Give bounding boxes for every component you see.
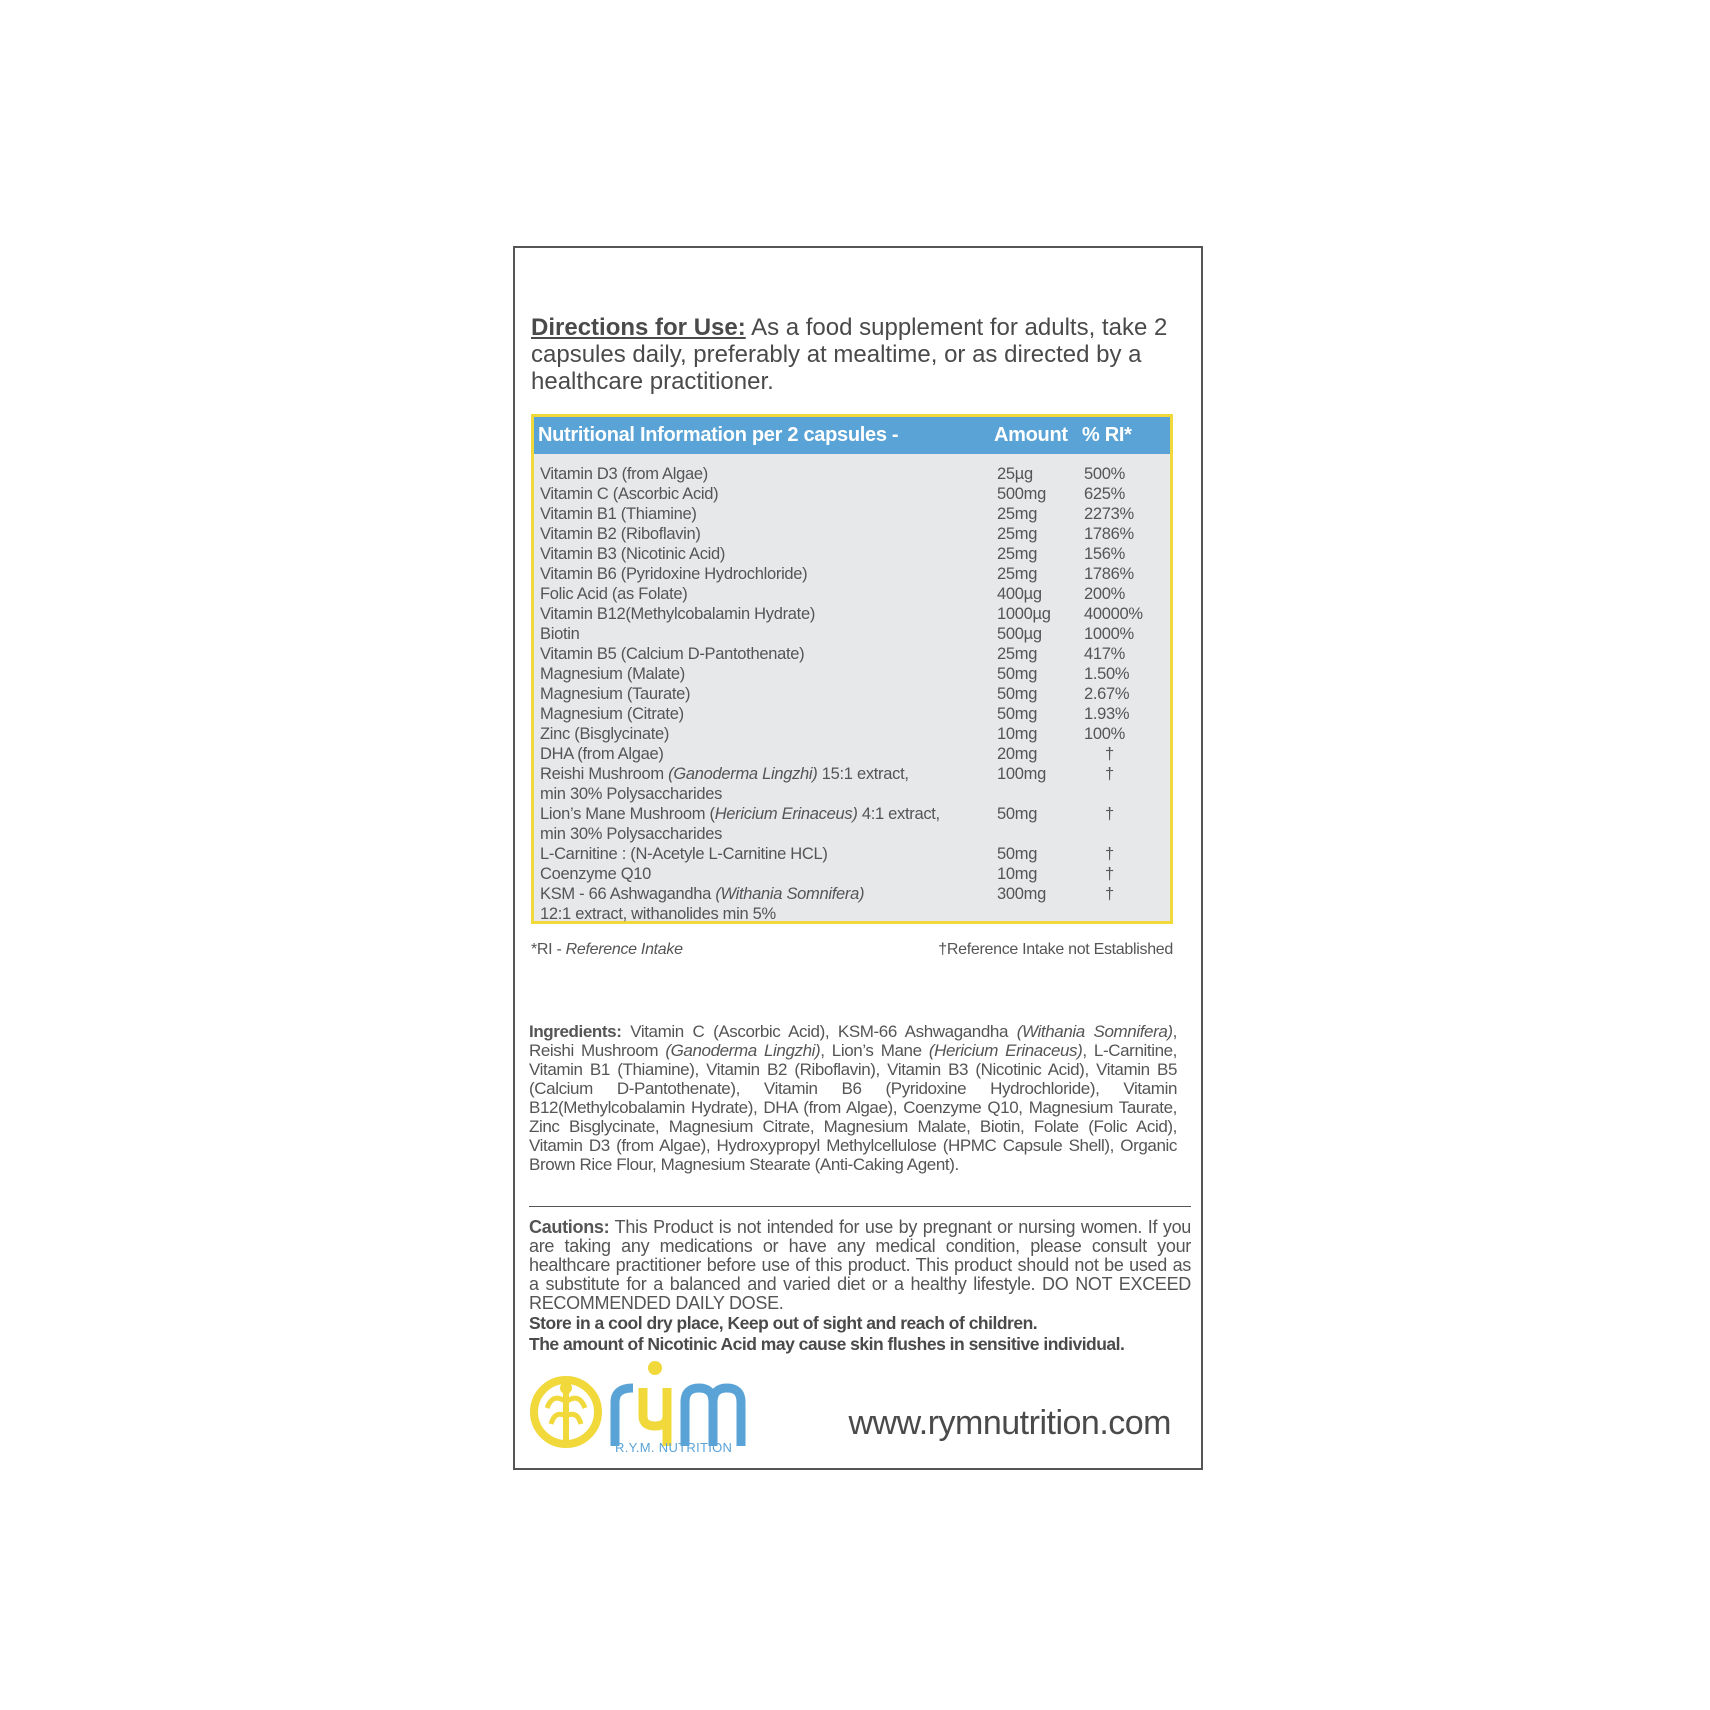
nutrient-name: Vitamin B3 (Nicotinic Acid) (540, 545, 726, 563)
nutrient-name: Vitamin B5 (Calcium D-Pantothenate) (540, 645, 805, 663)
nutrient-amount: 50mg (997, 685, 1038, 703)
nutrient-ri: † (1105, 885, 1114, 903)
directions-heading: Directions for Use: (531, 314, 746, 341)
table-row (540, 804, 1170, 844)
nutrient-amount: 10mg (997, 725, 1038, 743)
nutrient-ri: 200% (1084, 585, 1126, 603)
tree-emblem-icon (534, 1380, 598, 1444)
nutrient-ri: 2.67% (1084, 685, 1130, 703)
table-row (540, 524, 1170, 544)
nutrient-name: Vitamin B1 (Thiamine) (540, 505, 697, 523)
table-row (540, 844, 1170, 864)
nutritional-information-table (531, 414, 1173, 924)
nutrient-ri: † (1105, 845, 1114, 863)
reishi-extract: 15:1 extract, (817, 765, 909, 783)
directions-for-use (531, 314, 1187, 395)
nutrient-amount: 50mg (997, 705, 1038, 723)
rym-letters-icon (615, 1361, 741, 1446)
table-row (540, 764, 1170, 804)
ksm-name: KSM - 66 Ashwagandha (540, 885, 716, 903)
lions-mane-latin: Hericium Erinaceus) (714, 805, 858, 823)
nutrient-name: Magnesium (Taurate) (540, 685, 691, 703)
nutrient-ri: 1000% (1084, 625, 1134, 643)
brand-caption: R.Y.M. NUTRITION (615, 1440, 733, 1455)
table-row (540, 604, 1170, 624)
nutrient-amount: 50mg (997, 665, 1038, 683)
storage-instructions: Store in a cool dry place, Keep out of sight and reach of children. (529, 1313, 1038, 1333)
nutrient-amount: 25mg (997, 565, 1038, 583)
nutrient-amount: 500µg (997, 625, 1042, 643)
cautions-heading: Cautions: (529, 1217, 610, 1237)
table-row (540, 624, 1170, 644)
nutrient-name (540, 764, 970, 804)
nutrition-rows (540, 464, 1170, 924)
nutrient-amount: 50mg (997, 845, 1038, 863)
nutrient-amount: 25mg (997, 505, 1038, 523)
ingredients-text: , L-Carnitine, Vitamin B1 (Thiamine), Vitamin B2 (Riboflavin), Vitamin B3 (Nicotinic Acid), Vitamin B5 (Calcium D-Pantothenate), Vitamin B6 (Pyridoxine Hydrochloride), Vitamin B12(Methylcobalamin Hydrate), DHA (from Algae), Coenzyme Q10, Magnesium Taurate, Zinc Bisglycinate, Magnesium Citrate, Magnesium Malate, Biotin, Folate (Folic Acid), Vitamin D3 (from Algae), Hydroxypropyl Methylcellulose (HPMC Capsule Shell), Organic Brown Rice Flour, Magnesium Stearate (Anti-Caking Agent). (529, 1041, 1178, 1174)
nutrient-name: Coenzyme Q10 (540, 865, 652, 883)
nutrient-ri: † (1105, 745, 1114, 763)
nutrient-name (540, 884, 970, 924)
nutrient-name: Folic Acid (as Folate) (540, 585, 688, 603)
table-row (540, 584, 1170, 604)
nutrient-name: Vitamin B2 (Riboflavin) (540, 525, 701, 543)
nutrient-ri: 1.93% (1084, 705, 1130, 723)
nutrient-name: Vitamin B12(Methylcobalamin Hydrate) (540, 605, 816, 623)
nutrient-amount: 50mg (997, 805, 1038, 823)
cautions-paragraph (529, 1218, 1191, 1313)
nutrient-ri: 100% (1084, 725, 1126, 743)
nutrient-name: Vitamin B6 (Pyridoxine Hydrochloride) (540, 565, 808, 583)
ingredients-text: Vitamin C (Ascorbic Acid), KSM-66 Ashwagandha (621, 1022, 1017, 1041)
nutrient-amount: 1000µg (997, 605, 1051, 623)
nicotinic-acid-warning: The amount of Nicotinic Acid may cause skin flushes in sensitive individual. (529, 1334, 1125, 1354)
nutrient-amount: 25µg (997, 465, 1033, 483)
simple-nutrient-rows (540, 464, 1170, 764)
table-row (540, 744, 1170, 764)
nutrition-table-header (534, 417, 1170, 454)
ingredients-text: , Lion’s Mane (820, 1041, 929, 1060)
lions-mane-name: Lion’s Mane Mushroom ( (540, 805, 715, 823)
nutrient-ri: 40000% (1084, 605, 1143, 623)
nutrient-name: Magnesium (Citrate) (540, 705, 684, 723)
ri-footnote (531, 941, 683, 959)
ingredients-heading: Ingredients: (529, 1022, 622, 1041)
table-row (540, 704, 1170, 724)
table-row (540, 724, 1170, 744)
website-url: www.rymnutrition.com (848, 1404, 1171, 1442)
ri-footnote-italic: Reference Intake (565, 941, 683, 958)
nutrient-name: L-Carnitine : (N-Acetyle L-Carnitine HCL) (540, 845, 828, 863)
cautions-text: This Product is not intended for use by pregnant or nursing women. If you are taking any medications or have any medical condition, please consult your healthcare practitioner before use of this product. This product should not be used as a substitute for a balanced and varied diet or a healthy lifestyle. DO NOT EXCEED RECOMMENDED DAILY DOSE. (529, 1217, 1191, 1313)
nutrient-ri: † (1105, 765, 1114, 783)
section-divider (529, 1206, 1191, 1207)
ingredients-latin: (Hericium Erinaceus) (928, 1041, 1083, 1060)
nutrient-name: Vitamin D3 (from Algae) (540, 465, 708, 483)
ingredients-paragraph (529, 1022, 1177, 1174)
nutrient-ri: 1786% (1084, 525, 1134, 543)
ri-footnote-prefix: *RI - (531, 941, 566, 958)
nutrient-amount: 400µg (997, 585, 1042, 603)
ri-not-established-footnote: †Reference Intake not Established (938, 941, 1173, 958)
table-row (540, 644, 1170, 664)
table-row (540, 564, 1170, 584)
nutrient-amount: 25mg (997, 545, 1038, 563)
reishi-name: Reishi Mushroom (540, 765, 669, 783)
lions-mane-polysaccharides: min 30% Polysaccharides (540, 825, 723, 843)
table-row (540, 684, 1170, 704)
header-name: Nutritional Information per 2 capsules - (538, 424, 899, 446)
nutrient-ri: 417% (1084, 645, 1126, 663)
nutrient-name: Magnesium (Malate) (540, 665, 685, 683)
nutrient-amount: 300mg (997, 885, 1046, 903)
nutrient-ri: 1.50% (1084, 665, 1130, 683)
nutrient-name (540, 804, 970, 844)
nutrient-amount: 100mg (997, 765, 1046, 783)
table-row (540, 864, 1170, 884)
nutrient-name: Biotin (540, 625, 580, 643)
nutrient-ri: † (1105, 805, 1114, 823)
table-row (540, 884, 1170, 924)
reishi-latin: (Ganoderma Lingzhi) (668, 765, 818, 783)
header-amount: Amount (994, 424, 1068, 446)
nutrient-name: Zinc (Bisglycinate) (540, 725, 670, 743)
table-row (540, 504, 1170, 524)
nutrient-ri: 625% (1084, 485, 1126, 503)
ksm-latin: (Withania Somnifera) (715, 885, 865, 903)
table-row (540, 544, 1170, 564)
ingredients-latin: (Withania Somnifera) (1016, 1022, 1173, 1041)
nutrient-ri: 2273% (1084, 505, 1134, 523)
reishi-polysaccharides: min 30% Polysaccharides (540, 785, 723, 803)
table-footnotes (531, 941, 1173, 963)
nutrient-amount: 25mg (997, 645, 1038, 663)
nutrient-ri: 500% (1084, 465, 1126, 483)
header-ri: % RI* (1082, 424, 1132, 446)
nutrient-name: DHA (from Algae) (540, 745, 664, 763)
nutrient-ri: 156% (1084, 545, 1126, 563)
nutrient-ri: 1786% (1084, 565, 1134, 583)
ingredients-latin: (Ganoderma Lingzhi) (665, 1041, 821, 1060)
table-row (540, 464, 1170, 484)
ksm-extract: 12:1 extract, withanolides min 5% (540, 905, 776, 923)
nutrient-amount: 10mg (997, 865, 1038, 883)
directions-text: As a food supplement for adults, take 2 capsules daily, preferably at mealtime, or as directed by a healthcare practitioner. (531, 314, 1168, 395)
table-row (540, 664, 1170, 684)
nutrient-amount: 25mg (997, 525, 1038, 543)
lions-mane-extract: 4:1 extract, (857, 805, 940, 823)
nutrient-amount: 20mg (997, 745, 1038, 763)
table-row (540, 484, 1170, 504)
nutrient-name: Vitamin C (Ascorbic Acid) (540, 485, 719, 503)
nutrient-ri: † (1105, 865, 1114, 883)
ingredients-text: , Reishi Mushroom (529, 1022, 1177, 1060)
supplement-label-panel (513, 246, 1203, 1470)
nutrient-amount: 500mg (997, 485, 1046, 503)
